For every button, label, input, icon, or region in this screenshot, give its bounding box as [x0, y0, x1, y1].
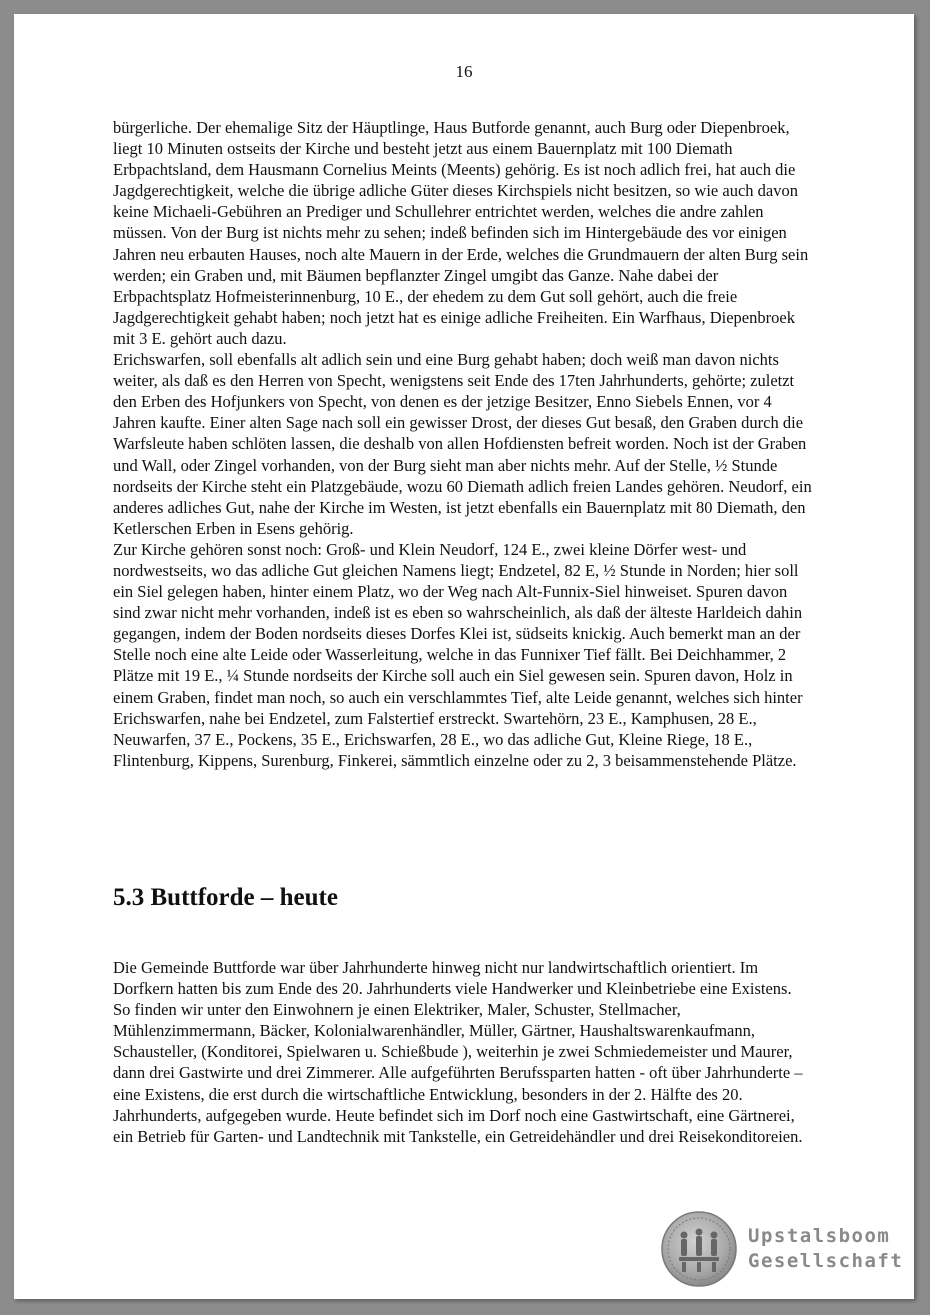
paragraph-heute: Die Gemeinde Buttforde war über Jahrhunderte hinweg nicht nur landwirtschaftlich orientiert. Im Dorfkern hatten bis zum Ende des 20. Jahrhunderts viele Handwerker und Kleinbetriebe eine Existens. So finden wir unter den Einwohnern je einen Elektriker, Maler, Schuster, Stellmacher, Mühlenzimmermann, Bäcker, Kolonialwarenhändler, Müller, Gärtner, Haushaltswarenkaufmann, Schausteller, (Konditorei, Spielwaren u. Schießbude ), weiterhin je zwei Schmiedemeister und Maurer, dann drei Gastwirte und drei Zimmerer. Alle aufgeführten Berufssparten hatten - oft über Jahrhunderte – eine Existens, die erst durch die wirtschaftliche Entwicklung, besonders in der 2. Hälfte des 20. Jahrhunderts, aufgegeben wurde. Heute befindet sich im Dorf noch eine Gastwirtschaft, eine Gärtnerei, ein Betrieb für Garten- und Landtechnik mit Tankstelle, ein Getreidehändler und drei Reisekonditoreien.	[113, 958, 803, 1146]
page-number: 16	[455, 62, 473, 81]
body-text-block	[113, 117, 813, 771]
document-page	[14, 14, 914, 1299]
logo-line-1: Upstalsboom	[748, 1225, 891, 1247]
paragraph-butforde: bürgerliche. Der ehemalige Sitz der Häuptlinge, Haus Butforde genannt, auch Burg oder Diepenbroek, liegt 10 Minuten ostseits der Kirche und besteht jetzt aus einem Bauernplatz mit 100 Diemath Erbpachtsland, dem Hausmann Cornelius Meints (Meents) gehörig. Es ist noch adlich frei, hat auch die Jagdgerechtigkeit, welche die übrige adliche Güter dieses Kirchspiels nicht besitzen, so wie auch davon keine Michaeli-Gebühren an Prediger und Schullehrer entrichtet werden, welches die andre zahlen müssen. Von der Burg ist nichts mehr zu sehen; indeß befinden sich im Hintergebäude des vor einigen Jahren neu erbauten Hauses, noch alte Mauern in der Erde, welches die Grundmauern der alten Burg sein werden; ein Graben und, mit Bäumen bepflanzter Zingel umgibt das Ganze. Nahe dabei der Erbpachtsplatz Hofmeisterinnenburg, 10 E., der ehedem zu dem Gut soll gehört, auch die freie Jagdgerechtigkeit gehabt haben; noch jetzt hat es einige adliche Freiheiten. Ein Warfhaus, Diepenbroek mit 3 E. gehört auch dazu.	[113, 118, 809, 348]
logo-text	[748, 1224, 903, 1274]
upstalsboom-logo	[660, 1210, 904, 1290]
section-heading: 5.3 Buttforde – heute	[113, 884, 338, 911]
seal-icon	[660, 1210, 738, 1288]
logo-line-2: Gesellschaft	[748, 1250, 904, 1272]
paragraph-kirche: Zur Kirche gehören sonst noch: Groß- und Klein Neudorf, 124 E., zwei kleine Dörfer west- und nordwestseits, wo das adliche Gut gleichen Namens liegt; Endzetel, 82 E, ½ Stunde in Norden; hier soll ein Siel gelegen haben, hinter einem Platz, wo der Weg nach Alt-Funnix-Siel hinweiset. Spuren davon sind zwar nicht mehr vorhanden, indeß ist es eben so wahrscheinlich, als daß der älteste Harldeich dahin gegangen, indem der Boden nordseits dieses Dorfes Klei ist, südseits knickig. Auch bemerkt man an der Stelle noch eine alte Leide oder Wasserleitung, welche in das Funnixer Tief fällt. Bei Deichhammer, 2 Plätze mit 19 E., ¼ Stunde nordseits der Kirche soll auch ein Siel gewesen sein. Spuren davon, Holz in einem Graben, findet man noch, so auch ein verschlammtes Tief, alte Leide genannt, welches sich hinter Erichswarfen, nahe bei Endzetel, zum Falstertief erstreckt. Swartehörn, 23 E., Kamphusen, 28 E., Neuwarfen, 37 E., Pockens, 35 E., Erichswarfen, 28 E., wo das adliche Gut, Kleine Riege, 18 E., Flintenburg, Kippens, Surenburg, Finkerei, sämmtlich einzelne oder zu 2, 3 beisammenstehende Plätze.	[113, 539, 803, 770]
section-body	[113, 957, 813, 1147]
paragraph-erichswarfen: Erichswarfen, soll ebenfalls alt adlich sein und eine Burg gehabt haben; doch weiß man davon nichts weiter, als daß es den Herren von Specht, wenigstens seit Ende des 17ten Jahrhunderts, gehörte; zuletzt den Erben des Hofjunkers von Specht, von denen es der jetzige Besitzer, Enno Siebels Ennen, vor 4 Jahren kaufte. Einer alten Sage nach soll ein gewisser Drost, der dieses Gut besaß, den Graben durch die Warfsleute haben schlöten lassen, die deshalb von allen Hofdiensten befreit worden. Noch ist der Graben und Wall, oder Zingel vorhanden, von der Burg sieht man aber nichts mehr. Auf der Stelle, ½ Stunde nordseits der Kirche steht ein Platzgebäude, wozu 60 Diemath adlich freien Landes gehören. Neudorf, ein anderes adliches Gut, nahe der Kirche im Westen, ist jetzt ebenfalls ein Bauernplatz mit 80 Diemath, den Ketlerschen Erben in Esens gehörig.	[113, 350, 812, 538]
